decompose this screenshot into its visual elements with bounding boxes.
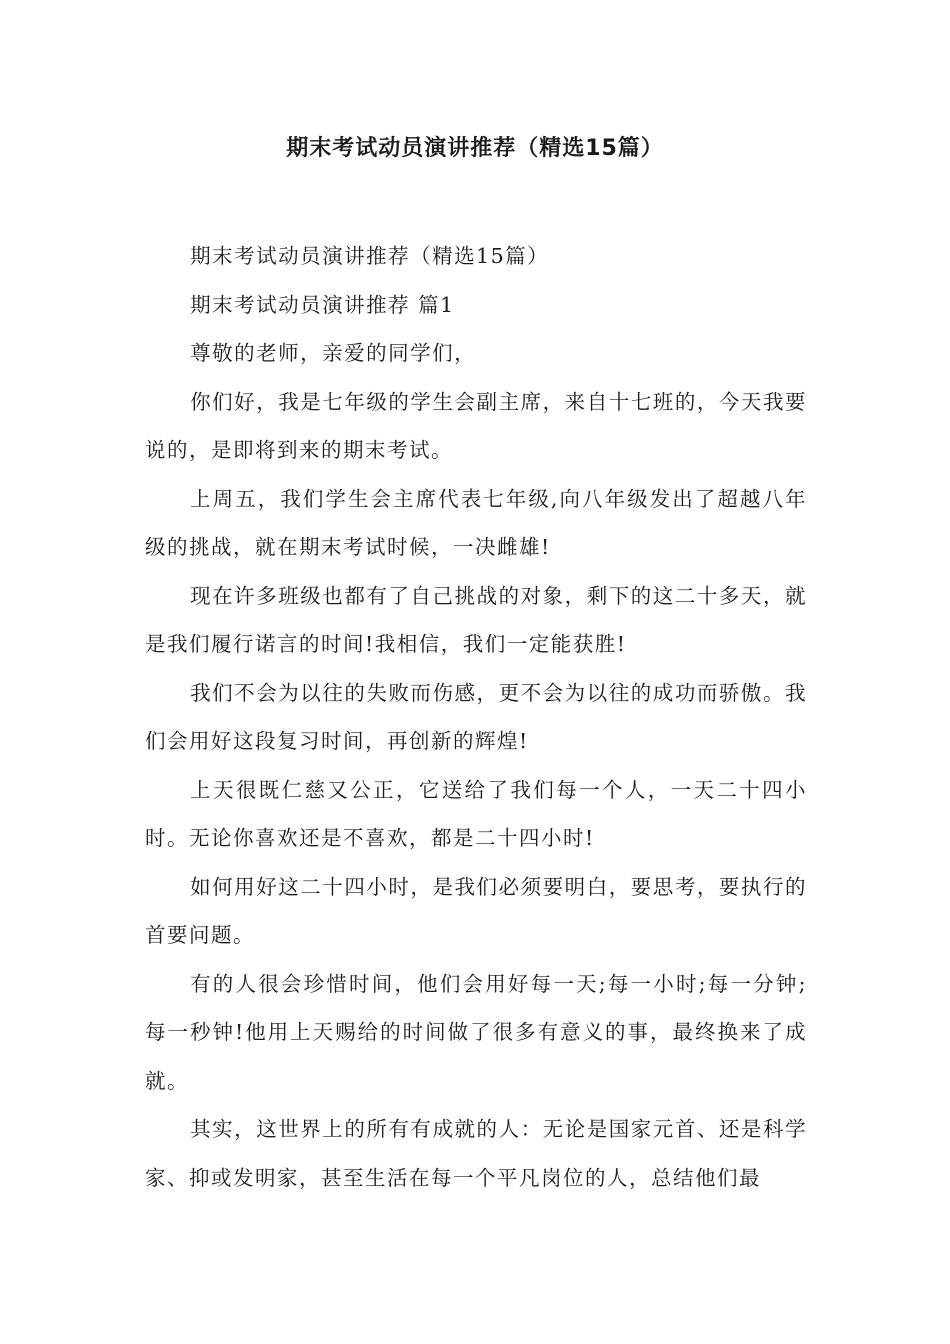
- paragraph: 如何用好这二十四小时，是我们必须要明白，要思考，要执行的首要问题。: [145, 874, 807, 947]
- paragraph-section-heading: 期末考试动员演讲推荐 篇1: [190, 292, 455, 317]
- paragraph-subtitle: 期末考试动员演讲推荐（精选15篇）: [190, 244, 550, 268]
- paragraph: 上天很既仁慈又公正，它送给了我们每一个人，一天二十四小时。无论你喜欢还是不喜欢，都是二十四小时!: [145, 777, 807, 850]
- paragraph-salutation: 尊敬的老师，亲爱的同学们，: [190, 341, 477, 365]
- paragraph: 现在许多班级也都有了自己挑战的对象，剩下的这二十多天，就是我们履行诺言的时间!我相信，我们一定能获胜!: [145, 583, 807, 656]
- paragraph: 其实，这世界上的所有有成就的人：无论是国家元首、还是科学家、抑或发明家，甚至生活在每一个平凡岗位的人，总结他们最: [145, 1117, 807, 1190]
- document-title: 期末考试动员演讲推荐（精选15篇）: [286, 136, 664, 161]
- paragraph: 有的人很会珍惜时间，他们会用好每一天;每一小时;每一分钟;每一秒钟!他用上天赐给的时间做了很多有意义的事，最终换来了成就。: [145, 971, 807, 1093]
- document-body: [145, 232, 807, 1202]
- paragraph: 你们好，我是七年级的学生会副主席，来自十七班的，今天我要说的，是即将到来的期末考试。: [145, 389, 807, 462]
- paragraph: 上周五，我们学生会主席代表七年级,向八年级发出了超越八年级的挑战，就在期末考试时候，一决雌雄!: [145, 486, 807, 559]
- paragraph: 我们不会为以往的失败而伤感，更不会为以往的成功而骄傲。我们会用好这段复习时间，再创新的辉煌!: [145, 680, 807, 753]
